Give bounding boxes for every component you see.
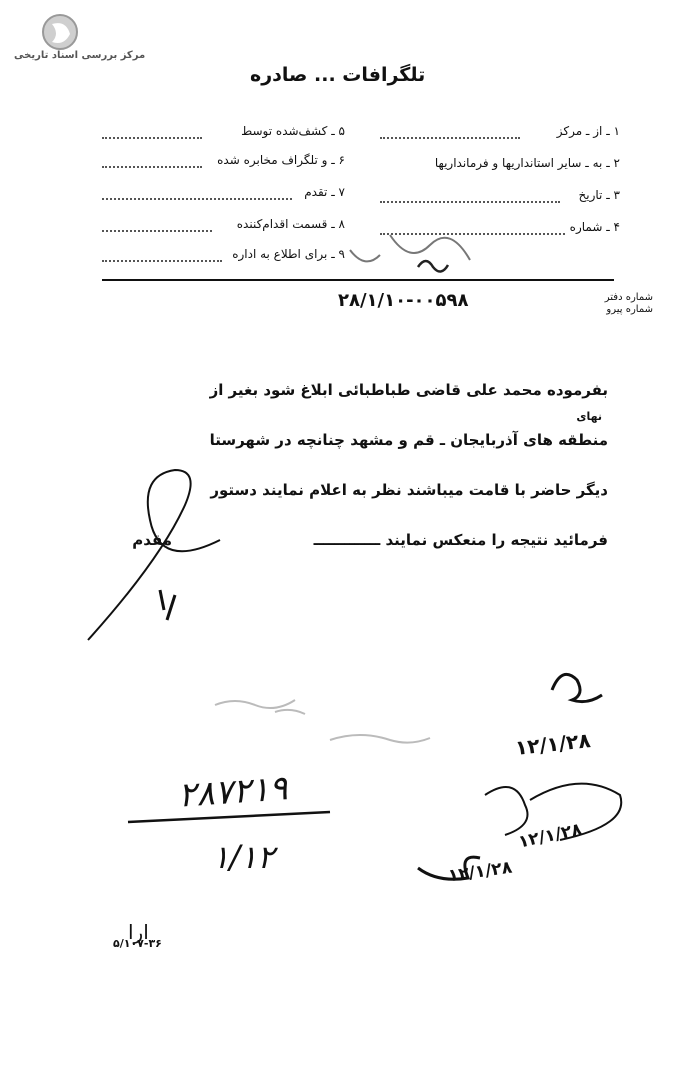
handwritten-date-right-2: ۱۲/۱/۲۸ [446,857,514,887]
field-number: ۴ ـ شماره [569,220,620,234]
body-line-3: دیگر حاضر با قامت میباشند نظر به اعلام نمایند دستور [210,481,608,499]
faint-stamp-mid [330,735,430,743]
form-title: تلگرافات ... صادره [250,64,426,86]
reference-number: ۲۸/۱/۱۰-۰۰۵۹۸ [338,290,469,311]
archive-code: ۵/۱۰۷-۳۶ [113,937,162,950]
handwritten-initial: ارا [128,920,149,944]
header-signature-mark [418,261,448,272]
reference-label-2: شماره پیرو [606,304,653,315]
field-transmitted: ۶ ـ و تلگراف مخابره شده [217,153,345,167]
body-line-1: بفرموده محمد علی قاضی طباطبائی ابلاغ شود بغیر از [209,381,608,399]
closing-word: مقدم [132,531,172,549]
body-insert: نهای [576,410,602,423]
field-priority: ۷ ـ تقدم [304,185,345,199]
body-line-4: فرمائید نتیجه را منعکس نمایند ـــــــــــــ [313,531,608,549]
faint-stamp-top [215,700,305,714]
field-to: ۲ ـ به ـ سایر استانداریها و فرمانداریها [434,156,620,170]
field-decoded-by: ۵ ـ کشف‌شده توسط [241,124,345,138]
handwritten-fraction: ۱/۱۲ [212,838,275,876]
field-info-to: ۹ ـ برای اطلاع به اداره [232,247,345,261]
field-action-section: ۸ ـ قسمت اقدام‌کننده [236,217,345,231]
loop-signature [88,470,220,640]
reference-label-1: شماره دفتر [604,292,653,303]
handwritten-date-top: ۱۲/۱/۲۸ [513,728,592,760]
handwritten-number: ۲۸۷۲۱۹ [176,768,289,816]
fraction-bar [128,812,330,822]
handwritten-date-right-1: ۱۲/۱/۲۸ [516,819,584,853]
field-date: ۳ ـ تاریخ [578,188,620,202]
signature-right-top [552,674,602,701]
field-from: ۱ ـ از ـ مرکز [556,124,620,138]
initials-mark [160,590,175,620]
header-scribble [350,235,470,261]
archive-watermark-text: مرکز بررسی اسناد تاریخی [14,50,146,61]
body-line-2: منطقه های آذربایجان ـ قم و مشهد چنانچه در شهرستا [209,431,608,449]
